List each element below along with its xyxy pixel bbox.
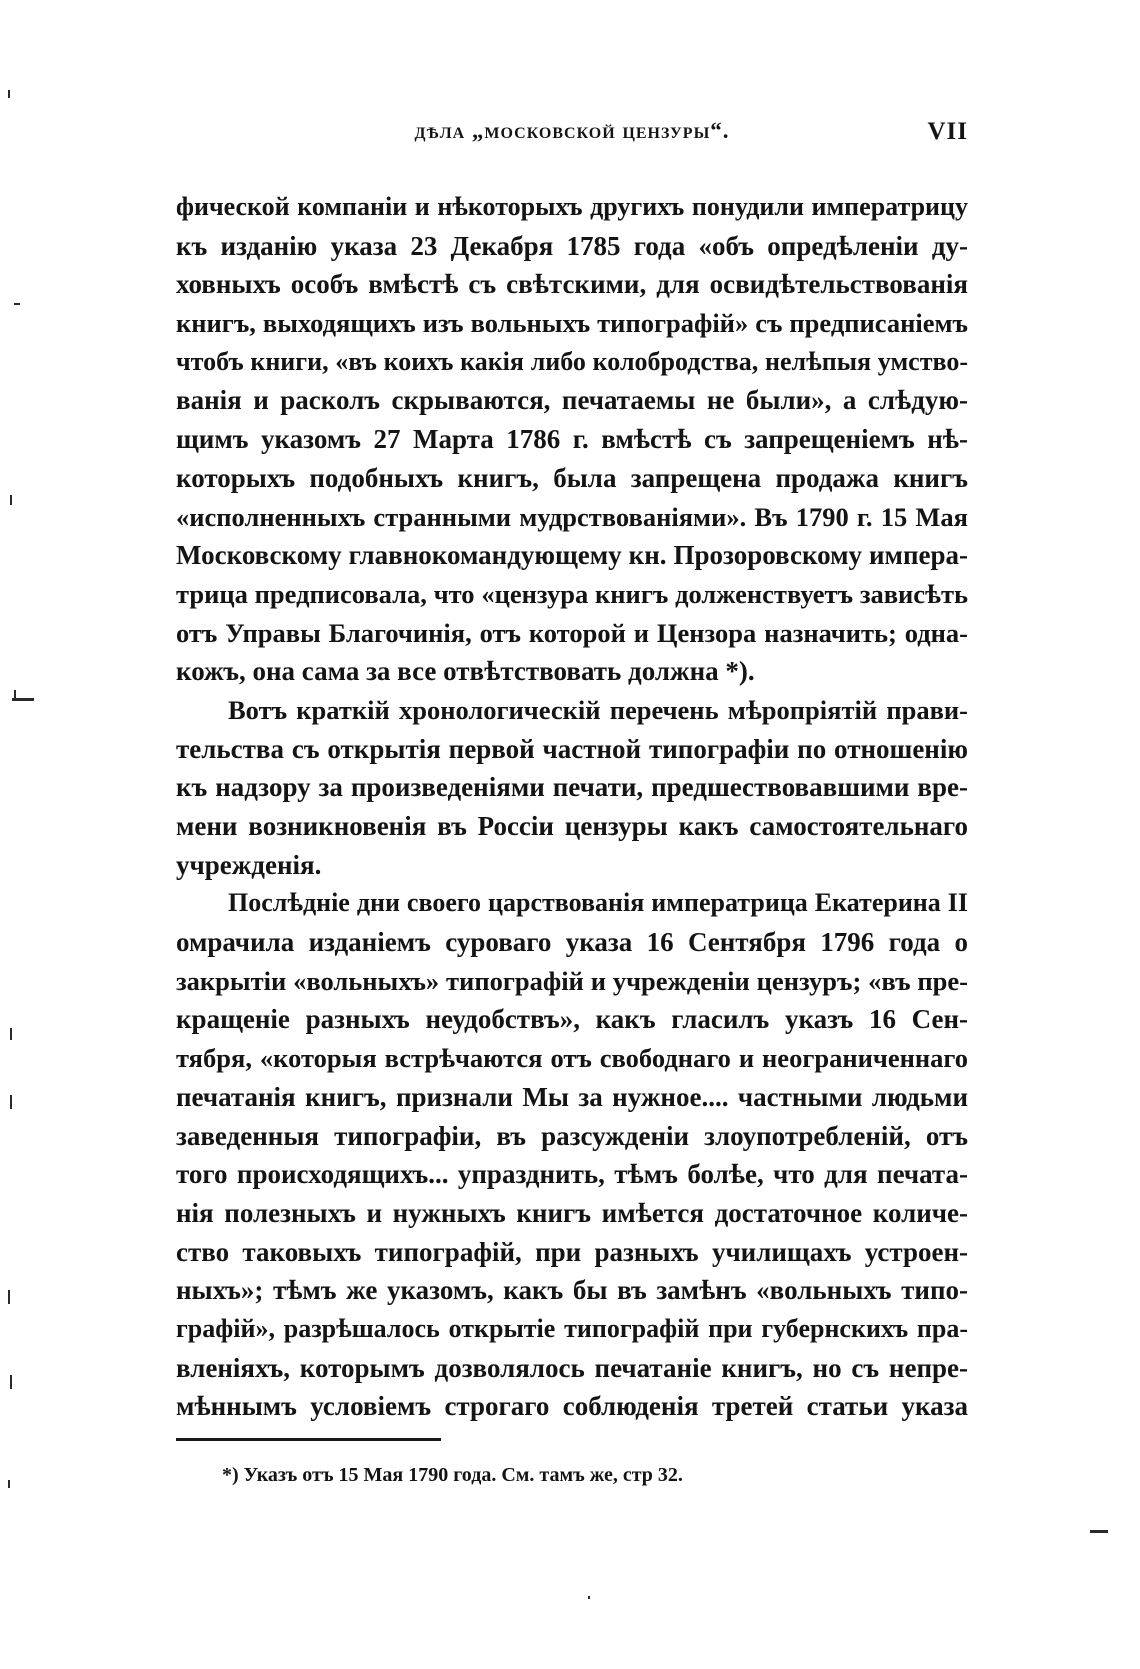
text-line: фической компаніи и нѣкоторыхъ другихъ понудили императрицу: [176, 192, 968, 221]
text-line: омрачила изданіемъ суроваго указа 16 Сентября 1796 года о: [176, 927, 968, 958]
text-line: ховныхъ особъ вмѣстѣ съ свѣтскими, для освидѣтельствованія: [176, 269, 968, 300]
page-number: VII: [927, 118, 968, 145]
running-head: [176, 118, 968, 158]
scan-speck: [8, 1480, 10, 1488]
body-text: [176, 188, 968, 1426]
text-line: графій», разрѣшалось открытіе типографій при губернскихъ пра-: [176, 1313, 968, 1343]
text-line: мени возникновенія въ Россіи цензуры какъ самостоятельнаго: [176, 811, 968, 841]
text-line: того происходящихъ... упразднить, тѣмъ болѣе, что для печата-: [176, 1159, 968, 1190]
text-line: трица предписовала, что «цензура книгъ долженствуетъ зависѣть: [176, 578, 968, 609]
text-line: закрытіи «вольныхъ» типографій и учрежденіи цензуръ; «въ пре-: [176, 965, 968, 996]
scan-speck: [10, 495, 12, 505]
scan-speck: [14, 303, 20, 305]
text-line: учрежденія.: [176, 849, 322, 880]
text-line: кращеніе разныхъ неудобствъ», какъ гласилъ указъ 16 Сен-: [176, 1004, 968, 1035]
scan-speck: [8, 1290, 10, 1304]
text-line: чтобъ книги, «въ коихъ какія либо колобродства, нелѣпыя умство-: [176, 346, 968, 376]
scan-speck: [10, 1375, 12, 1389]
text-line: Вотъ краткій хронологическій перечень мѣропріятій прави-: [228, 694, 968, 725]
footnote-divider: [176, 1438, 441, 1441]
scan-speck: [8, 90, 10, 98]
scan-speck: [14, 690, 16, 700]
text-line: ванія и расколъ скрываются, печатаемы не были», а слѣдую-: [176, 385, 968, 416]
scan-speck: [10, 1028, 12, 1040]
text-line: къ изданію указа 23 Декабря 1785 года «объ опредѣленіи ду-: [176, 230, 968, 261]
text-line: отъ Управы Благочинія, отъ которой и Цензора назначить; одна-: [176, 617, 968, 648]
text-line: нія полезныхъ и нужныхъ книгъ имѣется достаточное количе-: [176, 1197, 968, 1228]
text-line: заведенныя типографіи, въ разсужденіи злоупотребленій, отъ: [176, 1120, 968, 1151]
text-line: щимъ указомъ 27 Марта 1786 г. вмѣстѣ съ запрещеніемъ нѣ-: [176, 424, 968, 455]
text-line: Московскому главнокомандующему кн. Прозоровскому импера-: [176, 540, 968, 571]
text-line: кожъ, она сама за все отвѣтствовать должна *).: [176, 656, 755, 687]
scan-speck: [1090, 1530, 1108, 1533]
text-line: которыхъ подобныхъ книгъ, была запрещена продажа книгъ: [176, 462, 968, 493]
text-line: тельства съ открытія первой частной типографіи по отношенію: [176, 733, 968, 764]
text-line: книгъ, выходящихъ изъ вольныхъ типографій» съ предписаніемъ: [176, 308, 968, 339]
text-line: печатанія книгъ, признали Мы за нужное.... частными людьми: [176, 1081, 968, 1112]
text-line: тября, «которыя встрѣчаются отъ свободнаго и неограниченнаго: [176, 1043, 968, 1074]
text-line: ныхъ»; тѣмъ же указомъ, какъ бы въ замѣнъ «вольныхъ типо-: [176, 1275, 968, 1306]
scan-speck: [10, 1095, 12, 1109]
text-line: вленіяхъ, которымъ дозволялось печатаніе книгъ, но съ непре-: [176, 1352, 968, 1383]
text-line: мѣннымъ условіемъ строгаго соблюденія третей статьи указа: [176, 1391, 968, 1422]
text-line: ство таковыхъ типографій, при разныхъ училищахъ устроен-: [176, 1236, 968, 1267]
scan-speck: [588, 1596, 590, 1599]
text-line: Послѣдніе дни своего царствованія императрица Екатерина II: [228, 888, 968, 918]
text-line: «исполненныхъ странными мудрствованіями». Въ 1790 г. 15 Мая: [176, 501, 968, 532]
footnote: *) Указъ отъ 15 Мая 1790 года. См. тамъ же, стр 32.: [222, 1464, 683, 1486]
text-line: къ надзору за произведеніями печати, предшествовавшими вре-: [176, 772, 968, 803]
running-title: дѣла „московской цензуры“.: [414, 118, 730, 143]
